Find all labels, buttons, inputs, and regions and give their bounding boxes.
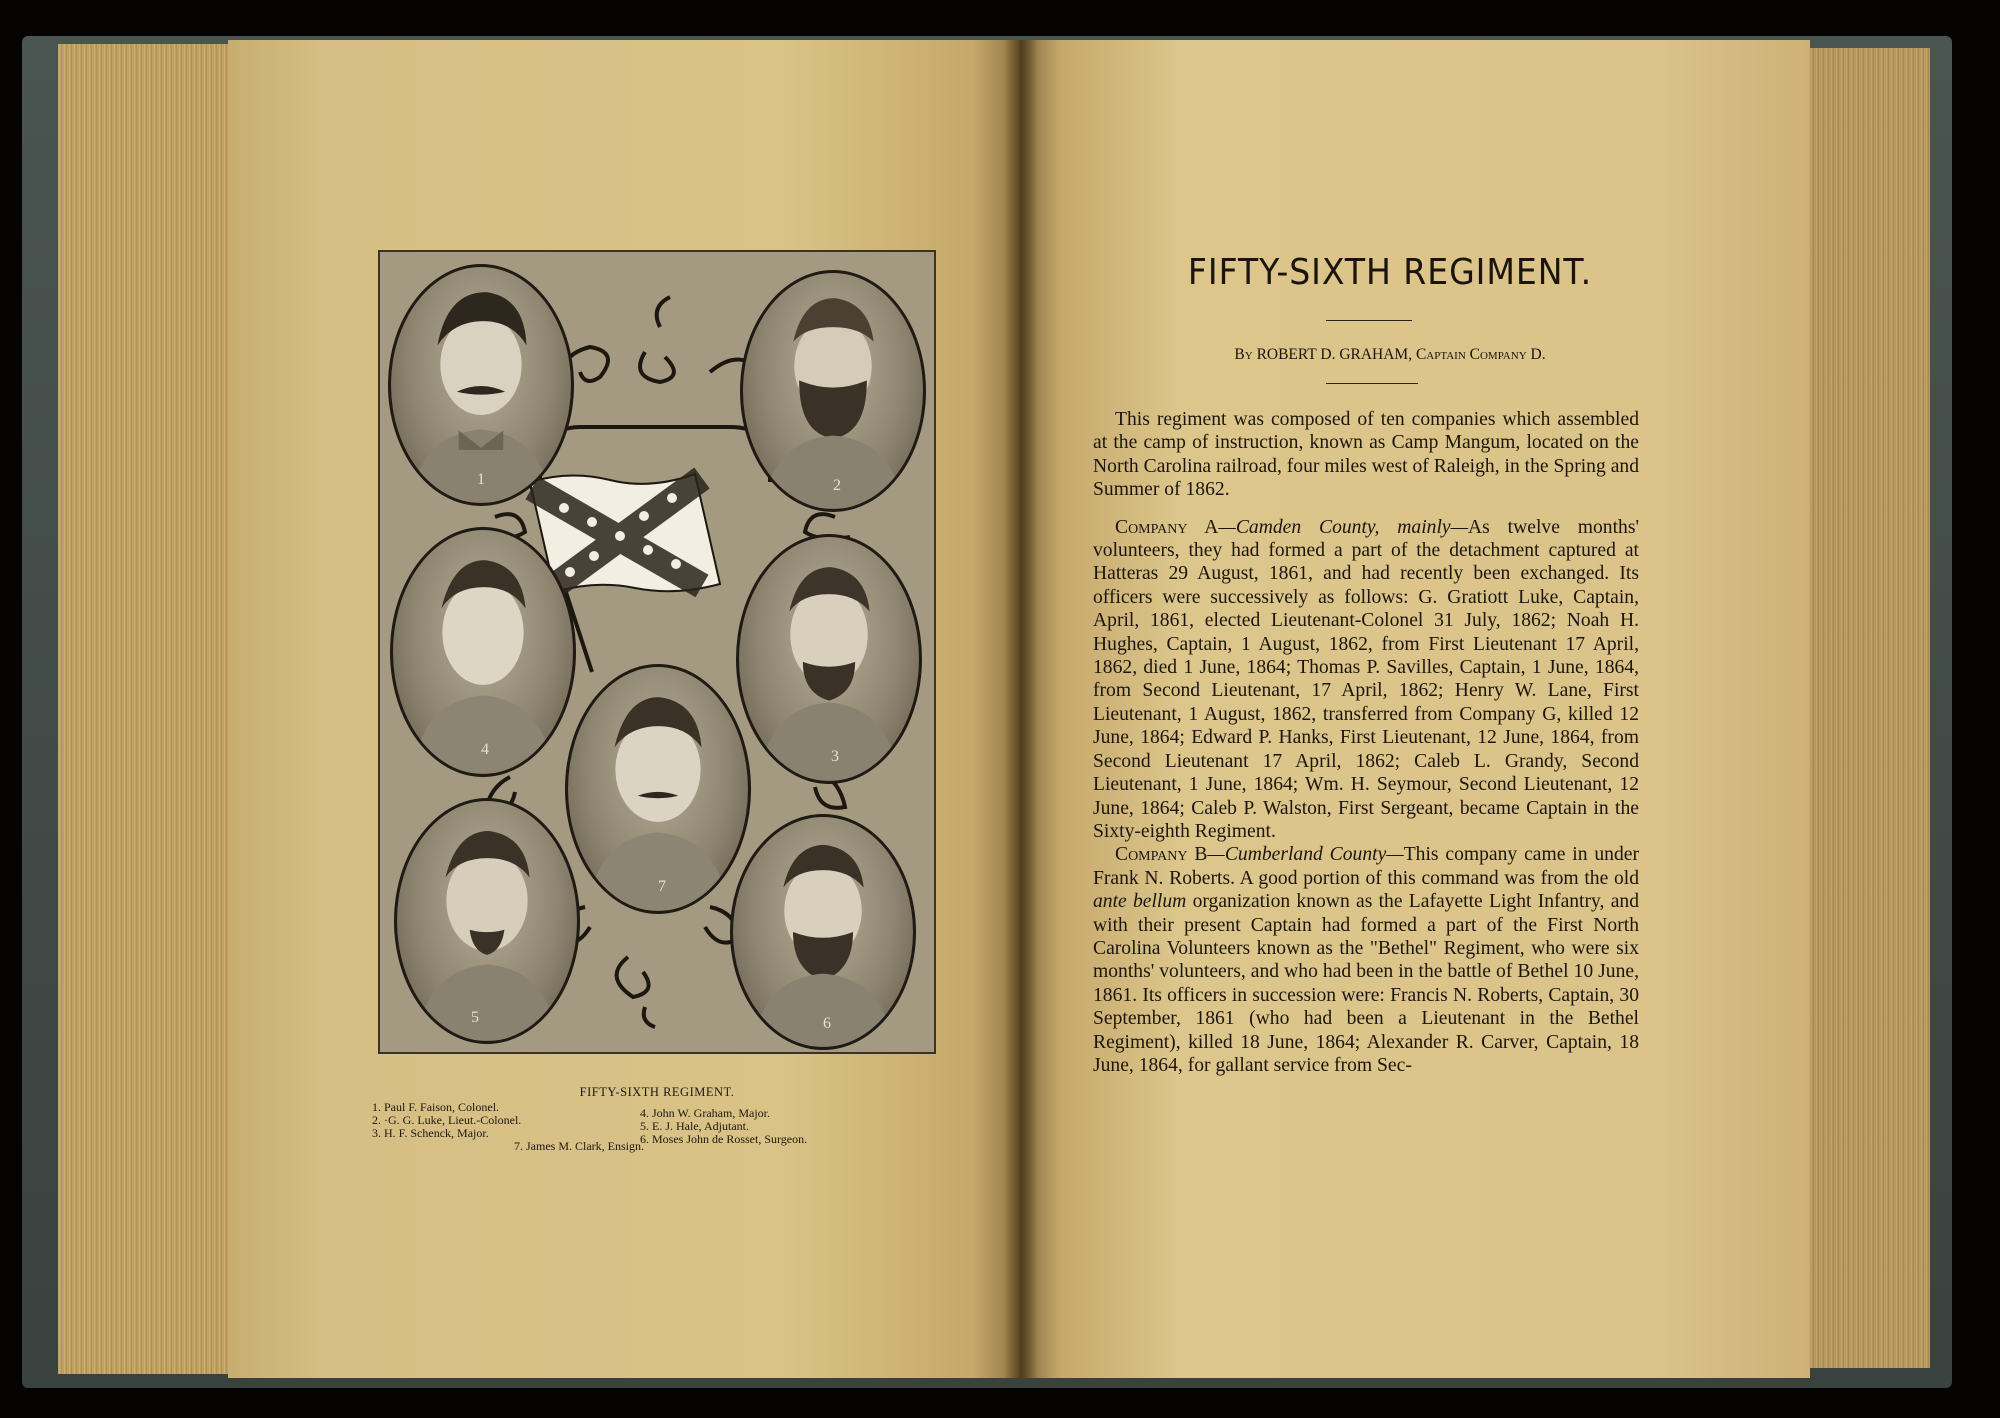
company-a-text: As twelve months' volunteers, they had formed a part of the detachment captured at Hatteras 29 August, 1861, and had recently been exchanged. Its officers were successively as follows: G. Gratiott Luke, Captain, April, 1861, elected Lieutenant-Colonel 31 July, 1862; Noah H. Hughes, Captain, 1 August, 1862, from First Lieutenant 17 April, 1862, died 1 June, 1864; Thomas P. Savilles, Captain, 1 June, 1864, from Second Lieutenant, 17 April, 1862; Henry W. Lane, First Lieutenant, 1 August, 1862, transferred from Company G, killed 12 June, 1864; Edward P. Hanks, First Lieutenant, 12 June, 1864, from Second Lieutenant 17 April, 1862; Caleb L. Grandy, Second Lieutenant, 1 June, 1864; Wm. H. Seymour, Second Lieutenant, 12 June, 1864; Caleb P. Walston, First Sergeant, became Captain in the Sixty-eighth Regiment. xyxy=(1093,516,1639,842)
portrait-7-number: 7 xyxy=(658,878,666,896)
portrait-2 xyxy=(740,270,926,512)
caption-line-5: 5. E. J. Hale, Adjutant. xyxy=(640,1119,749,1133)
caption-line-2: 2. ·G. G. Luke, Lieut.-Colonel. xyxy=(372,1113,522,1127)
plate-caption-title: FIFTY-SIXTH REGIMENT. xyxy=(579,1085,735,1099)
portrait-4-number: 4 xyxy=(481,741,489,759)
byline-rule xyxy=(1326,383,1418,384)
paragraph-company-b xyxy=(1093,843,1639,1077)
portrait-1-number: 1 xyxy=(477,470,485,488)
portrait-plate xyxy=(378,250,936,1054)
caption-line-7: 7. James M. Clark, Ensign. xyxy=(514,1139,644,1153)
company-a-county: —Camden County, mainly— xyxy=(1218,516,1469,538)
byline-by: By xyxy=(1234,346,1253,363)
caption-line-1: 1. Paul F. Faison, Colonel. xyxy=(372,1100,500,1114)
chapter-body xyxy=(1093,408,1639,1077)
company-b-text-a: This company came in under Frank N. Roberts. A good portion of this command was from the old xyxy=(1093,844,1639,889)
portrait-3 xyxy=(736,534,922,784)
portrait-5 xyxy=(394,798,580,1044)
portrait-1 xyxy=(388,264,574,506)
portrait-2-number: 2 xyxy=(833,476,841,494)
page-edges-left xyxy=(58,44,238,1374)
company-b-text-b: organization known as the Lafayette Light Infantry, and with their present Captain had formed a part of the First North Carolina Volunteers known as the "Bethel" Regiment, who were six months' volunteers, and who had been in the battle of Bethel 10 June, 1861. Its officers in succession were: Francis N. Roberts, Captain, 30 September, 1861 (who had been a Lieutenant in the Bethel Regiment), killed 18 June, 1864; Alexander R. Carver, Captain, 18 June, 1864, for gallant service from Sec- xyxy=(1093,891,1639,1076)
caption-line-3: 3. H. F. Schenck, Major. xyxy=(372,1126,489,1140)
paragraph-company-a xyxy=(1093,516,1639,844)
portrait-6 xyxy=(730,814,916,1050)
byline-author: ROBERT D. GRAHAM, xyxy=(1256,346,1413,363)
company-a-label: Company A xyxy=(1115,516,1219,538)
portrait-4 xyxy=(390,527,576,777)
paragraph-intro: This regiment was composed of ten companies which assembled at the camp of instruction, known as Camp Mangum, located on the North Carolina railroad, four miles west of Raleigh, in the Spring and Summer of 1862. xyxy=(1093,409,1639,501)
portrait-5-number: 5 xyxy=(471,1008,479,1026)
company-b-county: —Cumberland County— xyxy=(1207,844,1404,866)
company-b-label: Company B xyxy=(1115,844,1208,866)
portrait-6-number: 6 xyxy=(823,1015,831,1033)
caption-line-6: 6. Moses John de Rosset, Surgeon. xyxy=(640,1132,808,1146)
book-gutter xyxy=(1004,40,1038,1378)
byline xyxy=(1090,346,1690,364)
portrait-3-number: 3 xyxy=(831,748,839,766)
portrait-7 xyxy=(565,664,751,914)
company-b-italic: ante bellum xyxy=(1093,891,1187,913)
caption-line-4: 4. John W. Graham, Major. xyxy=(640,1106,770,1120)
chapter-title: FIFTY-SIXTH REGIMENT. xyxy=(1187,252,1593,293)
title-rule xyxy=(1326,320,1412,321)
byline-role: Captain Company D. xyxy=(1415,346,1546,363)
page-edges-right xyxy=(1800,48,1930,1368)
